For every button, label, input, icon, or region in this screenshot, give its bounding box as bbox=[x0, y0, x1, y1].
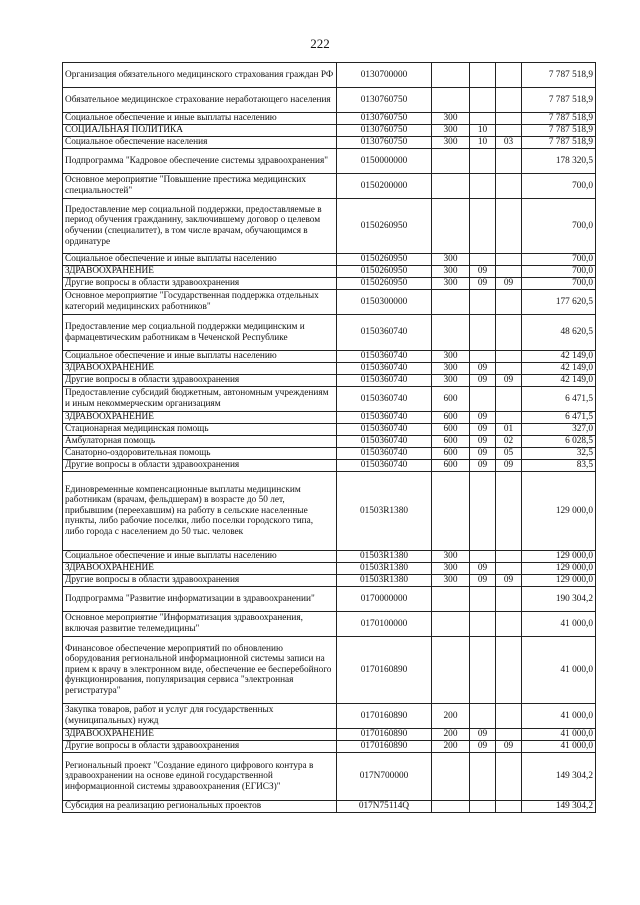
table-row bbox=[63, 266, 596, 278]
row-name-cell: Социальное обеспечение населения bbox=[63, 137, 337, 149]
table-row bbox=[63, 460, 596, 472]
row-amount-cell: 7 787 518,9 bbox=[522, 137, 596, 149]
row-code-cell: 0150360740 bbox=[337, 351, 432, 363]
row-name-cell: ЗДРАВООХРАНЕНИЕ bbox=[63, 729, 337, 741]
row-code-cell: 0130760750 bbox=[337, 125, 432, 137]
row-amount-cell: 700,0 bbox=[522, 254, 596, 266]
row-name-cell: Санаторно-оздоровительная помощь bbox=[63, 448, 337, 460]
row-name-cell: Региональный проект "Создание единого цифрового контура в здравоохранении на основе единой государственной информационной системы здравоохранения (ЕГИСЗ)" bbox=[63, 753, 337, 801]
row-expense-type-cell: 200 bbox=[432, 741, 470, 753]
row-code-cell: 0150360740 bbox=[337, 424, 432, 436]
row-section-cell: 09 bbox=[470, 460, 496, 472]
row-subsection-cell bbox=[496, 363, 522, 375]
row-expense-type-cell: 300 bbox=[432, 125, 470, 137]
row-name-cell: Субсидия на реализацию региональных проектов bbox=[63, 801, 337, 813]
row-code-cell: 0150260950 bbox=[337, 254, 432, 266]
row-name-cell: Социальное обеспечение и иные выплаты населению bbox=[63, 551, 337, 563]
row-subsection-cell bbox=[496, 729, 522, 741]
row-expense-type-cell: 300 bbox=[432, 137, 470, 149]
row-expense-type-cell: 300 bbox=[432, 563, 470, 575]
row-amount-cell: 7 787 518,9 bbox=[522, 113, 596, 125]
row-subsection-cell bbox=[496, 637, 522, 704]
row-amount-cell: 700,0 bbox=[522, 278, 596, 290]
row-name-cell: Предоставление мер социальной поддержки, предоставляемые в период обучения гражданину, заключившему договор о целевом обучении (специалитет), в том числе врачам, обучающимся в ординатуре bbox=[63, 199, 337, 254]
row-name-cell: Другие вопросы в области здравоохранения bbox=[63, 460, 337, 472]
row-code-cell: 01503R1380 bbox=[337, 575, 432, 587]
row-expense-type-cell bbox=[432, 612, 470, 637]
row-code-cell: 0130760750 bbox=[337, 137, 432, 149]
table-row bbox=[63, 753, 596, 801]
table-row bbox=[63, 315, 596, 351]
row-amount-cell: 149 304,2 bbox=[522, 801, 596, 813]
row-expense-type-cell: 300 bbox=[432, 278, 470, 290]
row-name-cell: Другие вопросы в области здравоохранения bbox=[63, 375, 337, 387]
row-subsection-cell bbox=[496, 174, 522, 199]
row-code-cell: 017N700000 bbox=[337, 753, 432, 801]
table-row bbox=[63, 424, 596, 436]
row-code-cell: 0170000000 bbox=[337, 587, 432, 612]
row-section-cell bbox=[470, 551, 496, 563]
row-amount-cell: 41 000,0 bbox=[522, 704, 596, 729]
row-code-cell: 0150260950 bbox=[337, 278, 432, 290]
row-section-cell: 09 bbox=[470, 741, 496, 753]
row-expense-type-cell bbox=[432, 88, 470, 113]
row-code-cell: 0150360740 bbox=[337, 363, 432, 375]
table-row bbox=[63, 375, 596, 387]
row-subsection-cell: 09 bbox=[496, 375, 522, 387]
table-row bbox=[63, 448, 596, 460]
row-code-cell: 0150260950 bbox=[337, 199, 432, 254]
row-section-cell: 09 bbox=[470, 363, 496, 375]
row-amount-cell: 41 000,0 bbox=[522, 741, 596, 753]
row-expense-type-cell bbox=[432, 587, 470, 612]
row-name-cell: СОЦИАЛЬНАЯ ПОЛИТИКА bbox=[63, 125, 337, 137]
row-name-cell: Предоставление мер социальной поддержки медицинским и фармацевтическим работникам в Чеченской Республике bbox=[63, 315, 337, 351]
row-expense-type-cell: 200 bbox=[432, 729, 470, 741]
row-subsection-cell bbox=[496, 551, 522, 563]
row-section-cell bbox=[470, 351, 496, 363]
row-code-cell: 0170100000 bbox=[337, 612, 432, 637]
table-row bbox=[63, 278, 596, 290]
row-amount-cell: 32,5 bbox=[522, 448, 596, 460]
row-name-cell: ЗДРАВООХРАНЕНИЕ bbox=[63, 363, 337, 375]
row-code-cell: 0150300000 bbox=[337, 290, 432, 315]
row-code-cell: 0170160890 bbox=[337, 741, 432, 753]
row-amount-cell: 700,0 bbox=[522, 174, 596, 199]
row-name-cell: ЗДРАВООХРАНЕНИЕ bbox=[63, 412, 337, 424]
table-row bbox=[63, 125, 596, 137]
row-amount-cell: 42 149,0 bbox=[522, 375, 596, 387]
row-expense-type-cell: 600 bbox=[432, 412, 470, 424]
row-section-cell: 09 bbox=[470, 575, 496, 587]
row-amount-cell: 6 471,5 bbox=[522, 387, 596, 412]
table-row bbox=[63, 563, 596, 575]
row-subsection-cell bbox=[496, 63, 522, 88]
table-row bbox=[63, 174, 596, 199]
row-name-cell: Другие вопросы в области здравоохранения bbox=[63, 575, 337, 587]
row-code-cell: 0150200000 bbox=[337, 174, 432, 199]
row-expense-type-cell bbox=[432, 63, 470, 88]
row-code-cell: 0150260950 bbox=[337, 266, 432, 278]
row-name-cell: Амбулаторная помощь bbox=[63, 436, 337, 448]
row-subsection-cell bbox=[496, 199, 522, 254]
row-code-cell: 0170160890 bbox=[337, 637, 432, 704]
row-code-cell: 0150360740 bbox=[337, 375, 432, 387]
row-amount-cell: 41 000,0 bbox=[522, 612, 596, 637]
row-amount-cell: 190 304,2 bbox=[522, 587, 596, 612]
row-expense-type-cell: 300 bbox=[432, 375, 470, 387]
row-subsection-cell bbox=[496, 563, 522, 575]
row-name-cell: Предоставление субсидий бюджетным, автономным учреждениям и иным некоммерческим организациям bbox=[63, 387, 337, 412]
row-name-cell: Основное мероприятие "Государственная поддержка отдельных категорий медицинских работников" bbox=[63, 290, 337, 315]
row-name-cell: Подпрограмма "Кадровое обеспечение системы здравоохранения" bbox=[63, 149, 337, 174]
table-row bbox=[63, 575, 596, 587]
row-expense-type-cell bbox=[432, 472, 470, 551]
row-name-cell: Другие вопросы в области здравоохранения bbox=[63, 741, 337, 753]
row-code-cell: 0130760750 bbox=[337, 113, 432, 125]
row-code-cell: 01503R1380 bbox=[337, 472, 432, 551]
row-subsection-cell bbox=[496, 412, 522, 424]
row-name-cell: Стационарная медицинская помощь bbox=[63, 424, 337, 436]
row-amount-cell: 7 787 518,9 bbox=[522, 88, 596, 113]
row-name-cell: Основное мероприятие "Повышение престижа медицинских специальностей" bbox=[63, 174, 337, 199]
row-subsection-cell bbox=[496, 266, 522, 278]
row-amount-cell: 700,0 bbox=[522, 199, 596, 254]
row-code-cell: 0150000000 bbox=[337, 149, 432, 174]
table-row bbox=[63, 290, 596, 315]
table-row bbox=[63, 551, 596, 563]
row-amount-cell: 6 028,5 bbox=[522, 436, 596, 448]
row-code-cell: 0150360740 bbox=[337, 448, 432, 460]
row-amount-cell: 42 149,0 bbox=[522, 363, 596, 375]
row-amount-cell: 41 000,0 bbox=[522, 637, 596, 704]
row-subsection-cell bbox=[496, 254, 522, 266]
row-subsection-cell: 09 bbox=[496, 575, 522, 587]
row-amount-cell: 83,5 bbox=[522, 460, 596, 472]
row-subsection-cell: 05 bbox=[496, 448, 522, 460]
row-section-cell: 09 bbox=[470, 563, 496, 575]
table-row bbox=[63, 612, 596, 637]
row-name-cell: Социальное обеспечение и иные выплаты населению bbox=[63, 351, 337, 363]
row-code-cell: 0150360740 bbox=[337, 315, 432, 351]
row-amount-cell: 149 304,2 bbox=[522, 753, 596, 801]
row-expense-type-cell: 200 bbox=[432, 704, 470, 729]
row-section-cell bbox=[470, 637, 496, 704]
row-code-cell: 0130760750 bbox=[337, 88, 432, 113]
row-name-cell: Закупка товаров, работ и услуг для государственных (муниципальных) нужд bbox=[63, 704, 337, 729]
row-subsection-cell bbox=[496, 88, 522, 113]
row-section-cell: 09 bbox=[470, 729, 496, 741]
row-section-cell: 10 bbox=[470, 125, 496, 137]
table-row bbox=[63, 88, 596, 113]
row-name-cell: ЗДРАВООХРАНЕНИЕ bbox=[63, 266, 337, 278]
table-row bbox=[63, 741, 596, 753]
row-subsection-cell bbox=[496, 351, 522, 363]
row-expense-type-cell bbox=[432, 290, 470, 315]
row-code-cell: 017N75114Q bbox=[337, 801, 432, 813]
row-code-cell: 0150360740 bbox=[337, 460, 432, 472]
row-amount-cell: 129 000,0 bbox=[522, 575, 596, 587]
row-expense-type-cell: 300 bbox=[432, 266, 470, 278]
row-section-cell bbox=[470, 113, 496, 125]
row-section-cell bbox=[470, 753, 496, 801]
row-subsection-cell bbox=[496, 125, 522, 137]
row-section-cell bbox=[470, 612, 496, 637]
row-section-cell bbox=[470, 587, 496, 612]
table-row bbox=[63, 436, 596, 448]
row-section-cell bbox=[470, 472, 496, 551]
row-section-cell bbox=[470, 174, 496, 199]
row-expense-type-cell: 300 bbox=[432, 351, 470, 363]
row-expense-type-cell: 600 bbox=[432, 460, 470, 472]
row-expense-type-cell: 300 bbox=[432, 363, 470, 375]
table-row bbox=[63, 729, 596, 741]
row-subsection-cell bbox=[496, 290, 522, 315]
row-subsection-cell bbox=[496, 587, 522, 612]
row-subsection-cell bbox=[496, 472, 522, 551]
row-section-cell: 09 bbox=[470, 278, 496, 290]
row-section-cell: 09 bbox=[470, 412, 496, 424]
row-amount-cell: 41 000,0 bbox=[522, 729, 596, 741]
table-row bbox=[63, 704, 596, 729]
row-section-cell bbox=[470, 254, 496, 266]
row-subsection-cell: 09 bbox=[496, 741, 522, 753]
table-row bbox=[63, 801, 596, 813]
row-expense-type-cell bbox=[432, 199, 470, 254]
row-amount-cell: 129 000,0 bbox=[522, 472, 596, 551]
row-name-cell: Организация обязательного медицинского страхования граждан РФ bbox=[63, 63, 337, 88]
row-section-cell bbox=[470, 315, 496, 351]
row-expense-type-cell: 300 bbox=[432, 575, 470, 587]
row-subsection-cell bbox=[496, 801, 522, 813]
row-subsection-cell bbox=[496, 149, 522, 174]
row-amount-cell: 129 000,0 bbox=[522, 551, 596, 563]
row-expense-type-cell bbox=[432, 801, 470, 813]
row-expense-type-cell: 600 bbox=[432, 387, 470, 412]
row-subsection-cell: 03 bbox=[496, 137, 522, 149]
row-code-cell: 0150360740 bbox=[337, 412, 432, 424]
row-subsection-cell bbox=[496, 753, 522, 801]
row-section-cell: 09 bbox=[470, 266, 496, 278]
row-amount-cell: 129 000,0 bbox=[522, 563, 596, 575]
row-section-cell bbox=[470, 387, 496, 412]
row-expense-type-cell: 300 bbox=[432, 551, 470, 563]
row-section-cell: 09 bbox=[470, 424, 496, 436]
row-section-cell: 09 bbox=[470, 375, 496, 387]
row-expense-type-cell: 600 bbox=[432, 436, 470, 448]
row-amount-cell: 700,0 bbox=[522, 266, 596, 278]
table-row bbox=[63, 351, 596, 363]
row-amount-cell: 177 620,5 bbox=[522, 290, 596, 315]
row-subsection-cell bbox=[496, 387, 522, 412]
row-name-cell: ЗДРАВООХРАНЕНИЕ bbox=[63, 563, 337, 575]
row-expense-type-cell: 600 bbox=[432, 424, 470, 436]
row-expense-type-cell bbox=[432, 315, 470, 351]
row-code-cell: 0150360740 bbox=[337, 436, 432, 448]
row-section-cell bbox=[470, 199, 496, 254]
row-amount-cell: 42 149,0 bbox=[522, 351, 596, 363]
row-subsection-cell bbox=[496, 612, 522, 637]
row-amount-cell: 6 471,5 bbox=[522, 412, 596, 424]
row-subsection-cell: 01 bbox=[496, 424, 522, 436]
row-expense-type-cell bbox=[432, 753, 470, 801]
table-row bbox=[63, 412, 596, 424]
row-code-cell: 0150360740 bbox=[337, 387, 432, 412]
row-section-cell bbox=[470, 290, 496, 315]
row-code-cell: 01503R1380 bbox=[337, 551, 432, 563]
row-name-cell: Подпрограмма "Развитие информатизации в здравоохранении" bbox=[63, 587, 337, 612]
row-name-cell: Социальное обеспечение и иные выплаты населению bbox=[63, 113, 337, 125]
table-row bbox=[63, 387, 596, 412]
row-expense-type-cell: 300 bbox=[432, 254, 470, 266]
row-subsection-cell: 09 bbox=[496, 278, 522, 290]
row-section-cell: 10 bbox=[470, 137, 496, 149]
table-row bbox=[63, 254, 596, 266]
row-expense-type-cell: 300 bbox=[432, 113, 470, 125]
row-section-cell bbox=[470, 149, 496, 174]
row-name-cell: Единовременные компенсационные выплаты медицинским работникам (врачам, фельдшерам) в возрасте до 50 лет, прибывшим (переехавшим) на работу в сельские населенные пункты, либо рабочие поселки, либо поселки городского типа, либо города с населением до 50 тыс. человек bbox=[63, 472, 337, 551]
row-section-cell: 09 bbox=[470, 448, 496, 460]
table-row bbox=[63, 63, 596, 88]
table-row bbox=[63, 472, 596, 551]
row-subsection-cell bbox=[496, 113, 522, 125]
table-row bbox=[63, 363, 596, 375]
row-section-cell bbox=[470, 704, 496, 729]
row-expense-type-cell: 600 bbox=[432, 448, 470, 460]
row-name-cell: Социальное обеспечение и иные выплаты населению bbox=[63, 254, 337, 266]
row-code-cell: 0170160890 bbox=[337, 704, 432, 729]
row-code-cell: 01503R1380 bbox=[337, 563, 432, 575]
row-subsection-cell: 02 bbox=[496, 436, 522, 448]
row-amount-cell: 327,0 bbox=[522, 424, 596, 436]
row-code-cell: 0130700000 bbox=[337, 63, 432, 88]
row-code-cell: 0170160890 bbox=[337, 729, 432, 741]
row-subsection-cell bbox=[496, 315, 522, 351]
budget-table bbox=[62, 62, 596, 813]
row-name-cell: Обязательное медицинское страхование неработающего населения bbox=[63, 88, 337, 113]
row-name-cell: Другие вопросы в области здравоохранения bbox=[63, 278, 337, 290]
row-section-cell bbox=[470, 88, 496, 113]
table-row bbox=[63, 587, 596, 612]
table-row bbox=[63, 149, 596, 174]
table-row bbox=[63, 113, 596, 125]
row-section-cell bbox=[470, 801, 496, 813]
row-amount-cell: 7 787 518,9 bbox=[522, 63, 596, 88]
row-section-cell bbox=[470, 63, 496, 88]
row-amount-cell: 178 320,5 bbox=[522, 149, 596, 174]
table-row bbox=[63, 637, 596, 704]
row-amount-cell: 7 787 518,9 bbox=[522, 125, 596, 137]
table-row bbox=[63, 199, 596, 254]
row-expense-type-cell bbox=[432, 174, 470, 199]
row-expense-type-cell bbox=[432, 149, 470, 174]
row-amount-cell: 48 620,5 bbox=[522, 315, 596, 351]
page-number: 222 bbox=[310, 36, 330, 51]
row-subsection-cell: 09 bbox=[496, 460, 522, 472]
row-section-cell: 09 bbox=[470, 436, 496, 448]
row-name-cell: Финансовое обеспечение мероприятий по обновлению оборудования региональной информационной системы записи на прием к врачу в электронном виде, обеспечение ее бесперебойного функционирования, популяризация сервиса "электронная регистратура" bbox=[63, 637, 337, 704]
row-name-cell: Основное мероприятие "Информатизация здравоохранения, включая развитие телемедицины" bbox=[63, 612, 337, 637]
row-subsection-cell bbox=[496, 704, 522, 729]
table-row bbox=[63, 137, 596, 149]
row-expense-type-cell bbox=[432, 637, 470, 704]
